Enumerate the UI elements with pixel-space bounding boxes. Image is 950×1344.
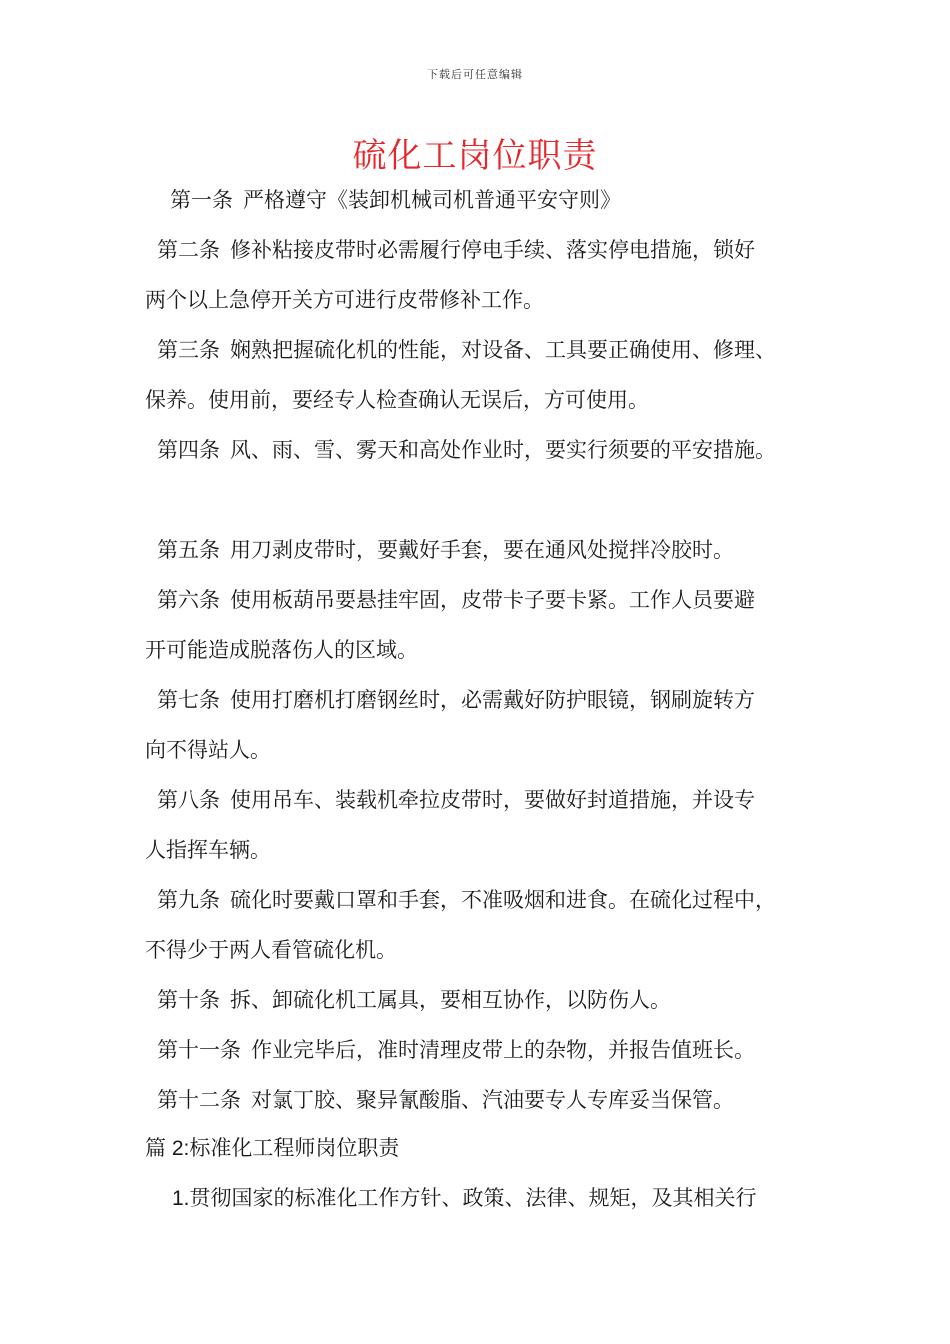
article-10-label: 第十条 bbox=[157, 988, 220, 1012]
article-11-text-1: 作业完毕后，准时清理皮带上的杂物，并报告值班长。 bbox=[251, 1038, 755, 1062]
article-1-label: 第一条 bbox=[170, 188, 233, 212]
section-2-prefix: 篇 2: bbox=[145, 1137, 190, 1160]
article-5-line-1 bbox=[157, 536, 734, 564]
document-title: 硫化工岗位职责 bbox=[352, 136, 598, 176]
article-6-line-1 bbox=[157, 586, 755, 614]
article-12-line-1 bbox=[157, 1086, 734, 1114]
article-6-line-2: 开可能造成脱落伤人的区域。 bbox=[145, 638, 418, 662]
article-9-line-2: 不得少于两人看管硫化机。 bbox=[145, 938, 397, 962]
article-3-text-1: 娴熟把握硫化机的性能，对设备、工具要正确使用、修理、 bbox=[230, 338, 776, 362]
article-9-line-1 bbox=[157, 886, 776, 914]
article-12-text-1: 对氯丁胶、聚异氰酸脂、汽油要专人专库妥当保管。 bbox=[251, 1088, 734, 1112]
article-3-line-1 bbox=[157, 336, 776, 364]
article-2-label: 第二条 bbox=[157, 238, 220, 262]
article-4-line-1 bbox=[157, 436, 776, 464]
article-6-text-1: 使用板葫吊要悬挂牢固，皮带卡子要卡紧。工作人员要避 bbox=[230, 588, 755, 612]
section-2-heading bbox=[145, 1134, 399, 1163]
article-11-line-1 bbox=[157, 1036, 755, 1064]
article-1-text: 严格遵守《装卸机械司机普通平安守则》 bbox=[243, 188, 621, 212]
article-7-line-2: 向不得站人。 bbox=[145, 738, 271, 762]
header-note: 下载后可任意编辑 bbox=[427, 68, 523, 81]
article-8-text-1: 使用吊车、装载机牵拉皮带时，要做好封道措施，并设专 bbox=[230, 788, 755, 812]
article-6-label: 第六条 bbox=[157, 588, 220, 612]
article-5-label: 第五条 bbox=[157, 538, 220, 562]
article-5-text-1: 用刀剥皮带时，要戴好手套，要在通风处搅拌冷胶时。 bbox=[230, 538, 734, 562]
section-2-item-1 bbox=[172, 1184, 757, 1213]
article-9-label: 第九条 bbox=[157, 888, 220, 912]
article-11-label: 第十一条 bbox=[157, 1038, 241, 1062]
article-3-label: 第三条 bbox=[157, 338, 220, 362]
article-10-line-1 bbox=[157, 986, 671, 1014]
article-7-line-1 bbox=[157, 686, 755, 714]
article-7-text-1: 使用打磨机打磨钢丝时，必需戴好防护眼镜，钢刷旋转方 bbox=[230, 688, 755, 712]
section-2-title: 标准化工程师岗位职责 bbox=[189, 1136, 400, 1160]
article-2-line-2: 两个以上急停开关方可进行皮带修补工作。 bbox=[145, 288, 544, 312]
article-7-label: 第七条 bbox=[157, 688, 220, 712]
article-8-label: 第八条 bbox=[157, 788, 220, 812]
article-12-label: 第十二条 bbox=[157, 1088, 241, 1112]
section-2-item-text: 贯彻国家的标准化工作方针、政策、法律、规矩，及其相关行 bbox=[189, 1186, 757, 1210]
article-2-line-1 bbox=[157, 236, 755, 264]
article-8-line-1 bbox=[157, 786, 755, 814]
section-2-item-number: 1. bbox=[172, 1187, 190, 1210]
article-9-text-1: 硫化时要戴口罩和手套，不准吸烟和进食。在硫化过程中， bbox=[230, 888, 776, 912]
article-3-line-2: 保养。使用前，要经专人检查确认无误后，方可使用。 bbox=[145, 388, 649, 412]
article-2-text-1: 修补粘接皮带时必需履行停电手续、落实停电措施，锁好 bbox=[230, 238, 755, 262]
article-8-line-2: 人指挥车辆。 bbox=[145, 838, 271, 862]
article-10-text-1: 拆、卸硫化机工属具，要相互协作，以防伤人。 bbox=[230, 988, 671, 1012]
article-4-label: 第四条 bbox=[157, 438, 220, 462]
article-1-line-1 bbox=[170, 186, 621, 214]
article-4-text-1: 风、雨、雪、雾天和高处作业时，要实行须要的平安措施。 bbox=[230, 438, 776, 462]
